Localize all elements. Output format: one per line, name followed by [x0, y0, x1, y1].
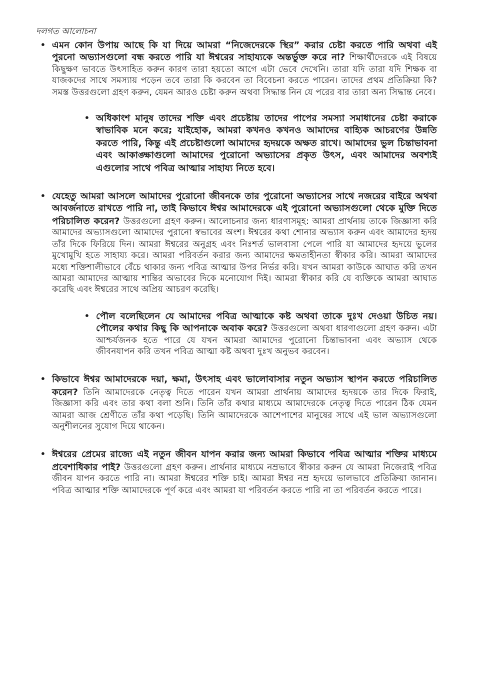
bullet-icon: • — [40, 374, 46, 386]
discussion-list — [36, 40, 437, 497]
sub-list — [52, 311, 437, 359]
section-heading: দলগত আলোচনা — [36, 27, 96, 37]
answer-text: উত্তরগুলো গ্রহণ করুন। আলোচনার জন্য ধারণাসমূহ: আমরা প্রার্থনায় তাকে জিজ্ঞাসা করি আমাদের অভ্যাসগুলো আমাদের পুরানো স্বভাবের অংশ। ঈশ্বরের কথা শোনার অভ্যাস করুন এবং আমাদের হৃদয় তাঁর দিকে ফিরিয়ে দিন। আমরা ঈশ্বরের অনুগ্রহ এবং নিঃশর্ত ভালবাসা পেলে পারি যা আমাদের হৃদয়ে ভুলের মুখোমুখি হতে সাহায্য করে। আমরা পরিবর্তন করার জন্য আমাদের ক্ষমতাহীনতা স্বীকার করি। আমরা আমাদের মধ্যে শক্তিশালীভাবে বেঁচে থাকার জন্য পবিত্র আত্মার উপর নির্ভর করি। যখন আমরা কাউকে আঘাত করি তখন আমরা আমাদের আত্মায় শান্তির অভাবের দিকে মনোযোগ দিই। আমরা স্বীকার করি যে ব্যক্তিকে আমরা আঘাত করেছি এবং ঈশ্বরের সাথে অপ্রিয় আচরণ করেছি। — [52, 216, 437, 296]
question-text: পৌল বলেছিলেন যে আমাদের পবিত্র আত্মাকে কষ্ট অথবা তাকে দুঃখ দেওয়া উচিত নয়। পৌলের কথার কিছু কি আপনাকে অবাক করে? — [96, 310, 437, 335]
sub-item — [80, 113, 437, 175]
answer-text: শিক্ষার্থীদেরকে এই বিষয়ে কিছুক্ষণ ভাবতে উৎসাহিত করুন কারণ তারা হয়তো আগে এটা ভেবে দেখেনি। তারা যদি তারা যদি শিক্ষক বা যাজকদের সাথে সমস্যায় পড়েন তবে তারা কি করবেন তা বিবেচনা করতে পারেন। তাদের প্রথম প্রতিক্রিয়া কি? সমস্ত উত্তরগুলো গ্রহণ করুন, যেমন আরও চেষ্টা করুন অথবা সিদ্ধান্ত নিন যে পরের বার তারা অন্য সিদ্ধান্ত নেবে। — [52, 53, 437, 98]
question-text: যেহেতু আমরা আসলে আমাদের পুরোনো জীবনকে তার পুরোনো অভ্যাসের সাথে নজরের বাইরে অথবা আবর্জনাতে রাখতে পারি না, তাই কিভাবে ঈশ্বর আমাদেরকে এই পুরোনো অভ্যাসগুলো থেকে মুক্তি দিতে পরিচালিত করেন? — [52, 191, 437, 227]
bullet-icon: • — [84, 310, 90, 322]
bullet-icon: • — [84, 113, 90, 125]
answer-text: তিনি আমাদেরকে নেতৃত্ব দিতে পারেন যখন আমরা প্রার্থনায় আমাদের হৃদয়কে তার দিকে ফিরাই, জিজ্ঞাসা করি এবং তার কথা বলা শুনি। তিনি তাঁর কথার মাধ্যমে আমাদেরকে নেতৃত্ব দিতে পারেন ঠিক যেমন আমরা আজ শ্রেণীতে তাঁর কথা পড়েছি। তিনি আমাদেরকে আশেপাশের মানুষের সাথে এই ভাল অভ্যাসগুলো অনুশীলনের সুযোগ দিয়ে থাকেন। — [52, 387, 437, 432]
discussion-item-4 — [36, 449, 437, 497]
sub-list — [52, 113, 437, 175]
discussion-item-2 — [36, 191, 437, 358]
answer-text: উত্তরগুলো গ্রহণ করুন। প্রার্থনার মাধ্যমে নম্রভাবে স্বীকার করুন যে আমরা নিজেরাই পবিত্র জীবন যাপন করতে পারি না। আমরা ঈশ্বরের শক্তি চাই। আমরা ঈশ্বর নম্র হৃদয়ে ভালভাবে প্রতিক্রিয়া জানান। পবিত্র আত্মার শক্তি আমাদেরকে পূর্ণ করে এবং আমরা যা পরিবর্তন করতে পারি না তা পরিবর্তন করতে পারে। — [52, 462, 437, 496]
question-text: অধিকাংশ মানুষ তাদের শক্তি এবং প্রচেষ্টায় তাদের পাপের সমস্যা সমাধানের চেষ্টা করাকে স্বাভাবিক মনে করে; যাইহোক, আমরা কখনও কখনও আমাদের বাহ্যিক আচরণের উন্নতি করতে পারি, কিন্তু এই প্রচেষ্টাগুলো আমাদের হৃদয়কে অক্ষত রাখে। আমাদের ভুল চিন্তাভাবনা এবং আকাঙ্ক্ষাগুলো আমাদের পুরোনো অভ্যাসের প্রকৃত উৎস, এবং আমাদের অবশ্যই এগুলোর সাথে পবিত্র আত্মার সাহায্য নিতে হবে। — [96, 113, 437, 174]
bullet-icon: • — [40, 40, 46, 51]
bullet-icon: • — [40, 449, 46, 461]
answer-text: উত্তরগুলো অথবা ধারণাগুলো গ্রহণ করুন। এটা আশ্চর্যজনক হতে পারে যে যখন আমরা আমাদের পুরোনো চিন্তাভাবনা এবং অভ্যাস থেকে জীবনযাপন করি তখন পবিত্র আত্মা কষ্ট অথবা দুঃখ অনুভব করবেন। — [96, 324, 437, 357]
discussion-item-3 — [36, 374, 437, 433]
question-text: ঈশ্বরের প্রেমের রাজ্যে এই নতুন জীবন যাপন করার জন্য আমরা কিভাবে পবিত্র আত্মার শক্তির মাধ্যমে প্রবেশাধিকার পাই? — [52, 449, 437, 473]
question-text: কিভাবে ঈশ্বর আমাদেরকে দয়া, ক্ষমা, উৎসাহ এবং ভালোবাসার নতুন অভ্যাস স্থাপন করতে পরিচালিত করেন? — [52, 374, 437, 398]
bullet-icon: • — [40, 191, 46, 203]
question-text: এমন কোন উপায় আছে কি যা দিয়ে আমরা “নিজেদেরকে স্থির” করার চেষ্টা করতে পারি অথবা এই পুরনো অভ্যাসগুলো বন্ধ করতে পারি যা ঈশ্বরের সাহায্যকে অন্তর্ভুক্ত করে না? — [52, 40, 437, 64]
sub-item — [80, 311, 437, 359]
discussion-item-1 — [36, 40, 437, 175]
